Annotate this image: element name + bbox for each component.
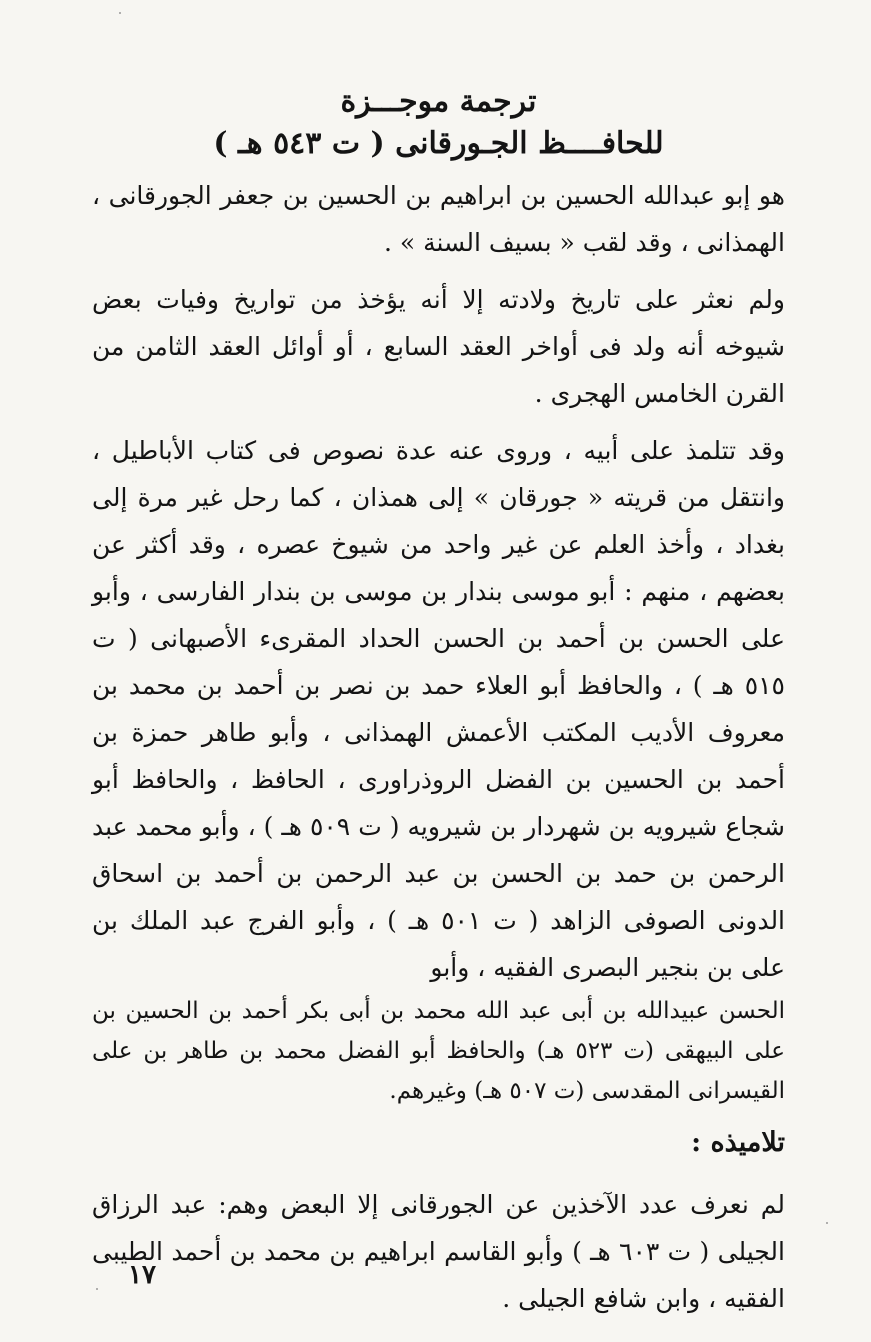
scan-speck <box>826 1222 828 1224</box>
paragraph-students: لم نعرف عدد الآخذين عن الجورقانى إلا البعض وهم: عبد الرزاق الجيلى ( ت ٦٠٣ هـ ) وأبو القاسم ابراهيم بن محمد بن أحمد الطيبى الفقيه ، وابن شافع الجيلى . <box>92 1190 785 1313</box>
page-number: ١٧ <box>128 1260 156 1290</box>
paragraph-teachers: وقد تتلمذ على أبيه ، وروى عنه عدة نصوص فى كتاب الأباطيل ، وانتقل من قريته « جورقان » إلى همذان ، كما رحل غير مرة إلى بغداد ، وأخذ العلم عن غير واحد من شيوخ عصره ، وقد أكثر عن بعضهم ، منهم : أبو موسى بندار بن موسى بن بندار الفارسى ، وأبو على الحسن بن أحمد بن الحسن الحداد المقرىء الأصبهانى ( ت ٥١٥ هـ ) ، والحافظ أبو العلاء حمد بن نصر بن أحمد بن محمد بن معروف الأديب المكتب الأعمش الهمذانى ، وأبو طاهر حمزة بن أحمد بن الحسين بن الفضل الروذراورى ، الحافظ ، والحافظ أبو شجاع شيرويه بن شهردار بن شيرويه ( ت ٥٠٩ هـ ) ، وأبو محمد عبد الرحمن بن حمد بن الحسن بن عبد الرحمن بن أحمد بن اسحاق الدونى الصوفى الزاهد ( ت ٥٠١ هـ ) ، وأبو الفرج عبد الملك بن على بن بنجير البصرى الفقيه ، وأبو <box>92 436 786 982</box>
page-subtitle: للحافــــظ الجـورقانى ( ت ٥٤٣ هـ ) <box>213 126 664 161</box>
paragraph-birth: ولم نعثر على تاريخ ولادته إلا أنه يؤخذ من تواريخ وفيات بعض شيوخه أنه ولد فى أواخر العقد السابع ، أو أوائل العقد الثامن من القرن الخامس الهجرى . <box>92 285 785 408</box>
scan-speck <box>119 12 121 14</box>
section-heading-students: تلاميذه : <box>691 1127 785 1158</box>
scan-speck <box>96 1288 98 1290</box>
page-title: ترجمة موجـــزة <box>340 84 537 119</box>
paragraph-intro: هو إبو عبدالله الحسين بن ابراهيم بن الحسين بن جعفر الجورقانى ، الهمذانى ، وقد لقب « بسيف السنة » . <box>92 181 785 257</box>
paragraph-teachers-continued: الحسن عبيدالله بن أبى عبد الله محمد بن أبى بكر أحمد بن الحسين بن على البيهقى (ت ٥٢٣ هـ) والحافظ أبو الفضل محمد بن طاهر بن على القيسرانى المقدسى (ت ٥٠٧ هـ) وغيرهم. <box>92 998 785 1104</box>
